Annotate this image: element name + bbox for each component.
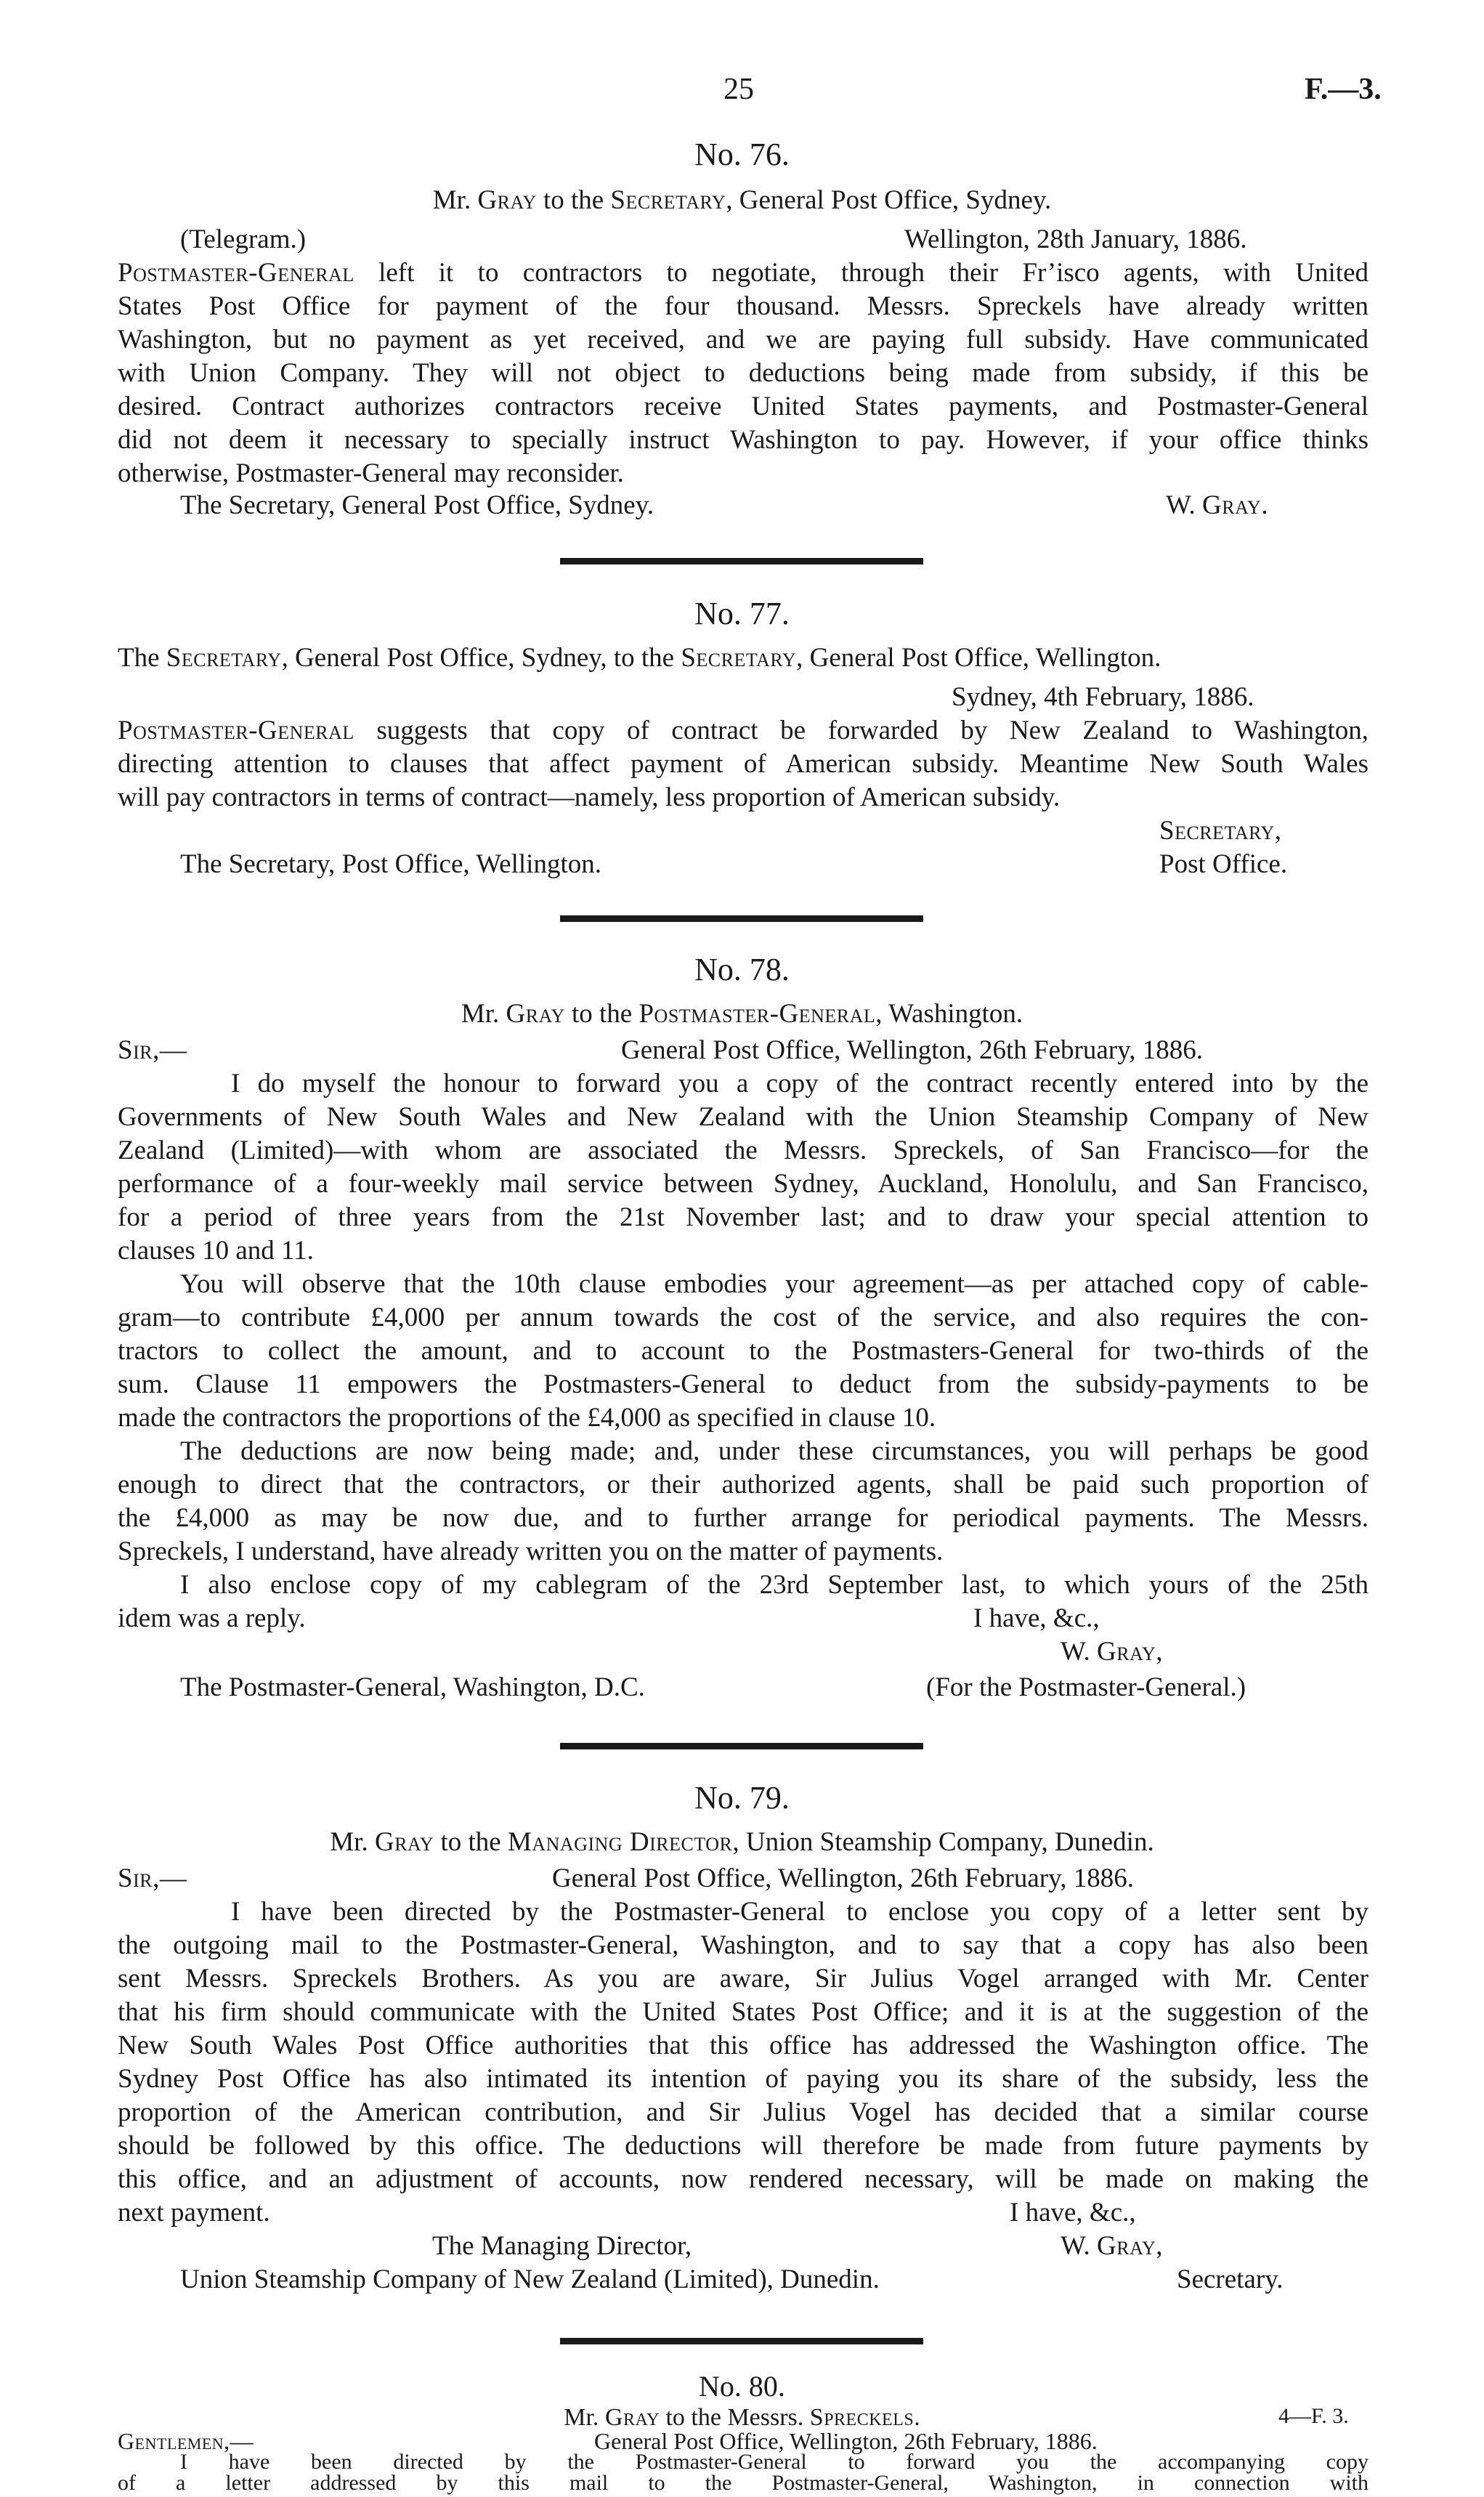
letter-heading-77: No. 77.: [694, 596, 790, 631]
body-line-78: Zealand (Limited)—with whom are associated the Messrs. Spreckels, of San Francisco—for the: [118, 1136, 1369, 1165]
section-divider: [560, 1743, 923, 1749]
body-line-76: otherwise, Postmaster-General may reconsider.: [118, 458, 624, 488]
body-line-78: Spreckels, I understand, have already written you on the matter of payments.: [118, 1537, 944, 1566]
body-line-78: clauses 10 and 11.: [118, 1236, 314, 1266]
closing-78: I have, &c.,: [973, 1603, 1100, 1633]
salutation-78: Sir,—: [118, 1035, 187, 1065]
letter-heading-78: No. 78.: [694, 952, 790, 987]
signature-title-79: Secretary.: [1177, 2265, 1284, 2294]
body-line-79: New South Wales Post Office authorities that this office has addressed the Washington office. The: [118, 2031, 1369, 2060]
body-line-76: with Union Company. They will not object to deductions being made from subsidy, if this be: [118, 358, 1369, 388]
body-line-78: The deductions are now being made; and, under these circumstances, you will perhaps be good: [180, 1436, 1369, 1466]
dateline-76: Wellington, 28th January, 1886.: [904, 224, 1247, 254]
body-line-77: directing attention to clauses that affect payment of American subsidy. Meantime New South Wales: [118, 749, 1369, 779]
closing-79: I have, &c.,: [1010, 2198, 1136, 2227]
signature-79: W. Gray,: [1061, 2231, 1164, 2261]
body-line-78: tractors to collect the amount, and to account to the Postmasters-General for two-thirds of the: [118, 1336, 1369, 1366]
body-line-78: performance of a four-weekly mail service between Sydney, Auckland, Honolulu, and San Francisco,: [118, 1169, 1369, 1199]
signature-78: W. Gray,: [1061, 1637, 1164, 1667]
letter-heading-76: No. 76.: [694, 137, 790, 172]
addressee-77: The Secretary, Post Office, Wellington.: [180, 849, 601, 879]
body-line-79: should be followed by this office. The deductions will therefore be made from future payments by: [118, 2131, 1369, 2161]
letter-heading-79: No. 79.: [694, 1780, 790, 1816]
body-line-76: States Post Office for payment of the four thousand. Messrs. Spreckels have already written: [118, 291, 1369, 321]
body-line-78: You will observe that the 10th clause embodies your agreement—as per attached copy of cable-: [180, 1269, 1369, 1299]
message-type: (Telegram.): [180, 224, 307, 254]
body-line-78: idem was a reply.: [118, 1603, 306, 1633]
body-line-78: Governments of New South Wales and New Zealand with the Union Steamship Company of New: [118, 1102, 1369, 1132]
addressee-79-line2: Union Steamship Company of New Zealand (Limited), Dunedin.: [180, 2265, 880, 2294]
dateline-80: General Post Office, Wellington, 26th February, 1886.: [594, 2428, 1098, 2454]
letter-title-78: Mr. Gray to the Postmaster-General, Washington.: [461, 999, 1023, 1029]
body-line-79: I have been directed by the Postmaster-General to enclose you copy of a letter sent by: [231, 1897, 1369, 1927]
body-line-78: gram—to contribute £4,000 per annum towards the cost of the service, and also requires the con-: [118, 1303, 1369, 1332]
signature-76: W. Gray.: [1166, 490, 1269, 520]
addressee-76: The Secretary, General Post Office, Sydney.: [180, 490, 654, 520]
body-line-76: desired. Contract authorizes contractors receive United States payments, and Postmaster-General: [118, 392, 1369, 421]
dateline-77: Sydney, 4th February, 1886.: [952, 682, 1254, 712]
body-line-78: I also enclose copy of my cablegram of the 23rd September last, to which yours of the 25th: [180, 1570, 1369, 1600]
signature-mark: 4—F. 3.: [1278, 2404, 1349, 2428]
section-divider: [560, 558, 923, 564]
body-line-78: enough to direct that the contractors, or their authorized agents, shall be paid such proportion of: [118, 1470, 1369, 1500]
body-line-79: next payment.: [118, 2198, 270, 2227]
body-line-79: sent Messrs. Spreckels Brothers. As you are aware, Sir Julius Vogel arranged with Mr. Center: [118, 1964, 1369, 1994]
document-reference: F.—3.: [1305, 73, 1382, 106]
signature-for-78: (For the Postmaster-General.): [926, 1672, 1246, 1702]
body-line-78: for a period of three years from the 21st November last; and to draw your special attention to: [118, 1202, 1369, 1232]
letter-heading-80: No. 80.: [699, 2370, 785, 2403]
body-line-80: of a letter addressed by this mail to the Postmaster-General, Washington, in connection with: [118, 2471, 1369, 2495]
body-line-77: Postmaster-General suggests that copy of contract be forwarded by New Zealand to Washington,: [118, 716, 1369, 745]
page-number: 25: [723, 73, 754, 106]
salutation-79: Sir,—: [118, 1863, 187, 1893]
body-line-76: did not deem it necessary to specially instruct Washington to pay. However, if your office thinks: [118, 425, 1369, 455]
dateline-78: General Post Office, Wellington, 26th February, 1886.: [621, 1035, 1203, 1065]
body-line-77: will pay contractors in terms of contract—namely, less proportion of American subsidy.: [118, 782, 1061, 812]
signature-title-77: Secretary,: [1159, 816, 1282, 846]
body-line-78: the £4,000 as may be now due, and to further arrange for periodical payments. The Messrs.: [118, 1503, 1369, 1533]
section-divider: [560, 915, 923, 922]
letter-title-77: The Secretary, General Post Office, Sydney, to the Secretary, General Post Office, Wellington.: [118, 643, 1161, 673]
salutation-80: Gentlemen,—: [118, 2428, 254, 2454]
letter-title-79: Mr. Gray to the Managing Director, Union Steamship Company, Dunedin.: [330, 1827, 1154, 1857]
letter-title-76: Mr. Gray to the Secretary, General Post Office, Sydney.: [432, 185, 1052, 215]
addressee-79-line1: The Managing Director,: [432, 2231, 692, 2261]
body-line-79: the outgoing mail to the Postmaster-General, Washington, and to say that a copy has also been: [118, 1930, 1369, 1960]
body-line-78: I do myself the honour to forward you a copy of the contract recently entered into by the: [231, 1069, 1369, 1098]
body-line-79: that his firm should communicate with the United States Post Office; and it is at the suggestion of the: [118, 1997, 1369, 2027]
body-line-76: Postmaster-General left it to contractors to negotiate, through their Fr’isco agents, with United: [118, 258, 1369, 288]
section-divider: [560, 2338, 923, 2344]
body-line-78: made the contractors the proportions of the £4,000 as specified in clause 10.: [118, 1403, 936, 1433]
letter-title-80: Mr. Gray to the Messrs. Spreckels.: [564, 2404, 920, 2431]
dateline-79: General Post Office, Wellington, 26th February, 1886.: [552, 1863, 1134, 1893]
addressee-78: The Postmaster-General, Washington, D.C.: [180, 1672, 645, 1702]
body-line-80: I have been directed by the Postmaster-General to forward you the accompanying copy: [180, 2450, 1369, 2474]
signature-office-77: Post Office.: [1159, 849, 1288, 879]
body-line-79: this office, and an adjustment of accounts, now rendered necessary, will be made on making the: [118, 2164, 1369, 2194]
body-line-79: proportion of the American contribution, and Sir Julius Vogel has decided that a similar course: [118, 2097, 1369, 2127]
body-line-78: sum. Clause 11 empowers the Postmasters-General to deduct from the subsidy-payments to be: [118, 1369, 1369, 1399]
body-line-76: Washington, but no payment as yet received, and we are paying full subsidy. Have communicated: [118, 325, 1369, 355]
body-line-79: Sydney Post Office has also intimated its intention of paying you its share of the subsidy, less the: [118, 2064, 1369, 2094]
